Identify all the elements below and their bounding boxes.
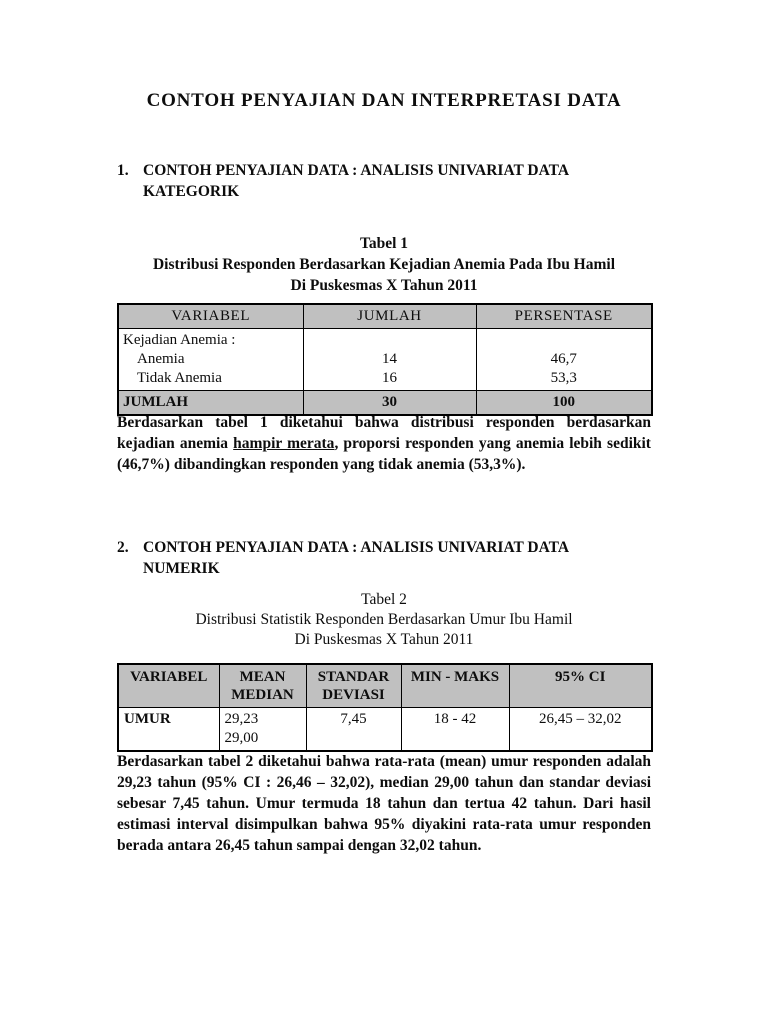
table-1-caption-line3: Di Puskesmas X Tahun 2011 <box>290 277 478 294</box>
table-1-total-persentase: 100 <box>476 391 652 416</box>
table-1-caption-title: Tabel 1 <box>359 235 409 252</box>
table-2-header-ci: 95% CI <box>509 664 652 708</box>
table-2-min-maks-value: 18 - 42 <box>401 708 509 752</box>
table-1-header-variabel: VARIABEL <box>118 304 303 329</box>
table-1-anemia-persentase: 46,7 <box>550 351 577 367</box>
table-1-tidak-anemia-jumlah: 16 <box>382 370 397 386</box>
table-1-body-row <box>118 329 652 391</box>
table-1-total-label: JUMLAH <box>118 391 303 416</box>
table-1-interpretation <box>117 412 651 475</box>
table-1 <box>117 303 653 416</box>
section-1-heading-text: CONTOH PENYAJIAN DATA : ANALISIS UNIVARIAT DATA KATEGORIK <box>143 162 569 200</box>
table-2-body-row <box>118 708 652 752</box>
table-1-caption <box>0 233 768 296</box>
table-2-caption <box>0 590 768 650</box>
section-2-heading <box>117 537 657 579</box>
table-2-standar-deviasi-value: 7,45 <box>306 708 401 752</box>
table-2-caption-line3: Di Puskesmas X Tahun 2011 <box>294 631 474 648</box>
document-title: CONTOH PENYAJIAN DAN INTERPRETASI DATA <box>146 90 622 111</box>
table-2-header-mean: MEAN <box>239 669 286 685</box>
table-1-total-jumlah: 30 <box>303 391 476 416</box>
section-1-heading <box>117 160 657 202</box>
table-2-interpretation: Berdasarkan tabel 2 diketahui bahwa rata-rata (mean) umur responden adalah 29,23 tahun (95% CI : 26,46 – 32,02), median 29,00 tahun dan standar deviasi sebesar 7,45 tahun. Umur termuda 18 tahun dan tertua 42 tahun. Dari hasil estimasi interval disimpulkan bahwa 95% diyakini rata-rata umur responden berada antara 26,45 tahun sampai dengan 32,02 tahun. <box>117 753 651 854</box>
table-2-mean-median-cell <box>219 708 306 752</box>
table-2-mean-value: 29,23 <box>224 711 259 727</box>
table-1-header-persentase: PERSENTASE <box>476 304 652 329</box>
table-2-header-min-maks: MIN - MAKS <box>401 664 509 708</box>
table-1-anemia-jumlah: 14 <box>382 351 397 367</box>
table-2-caption-title: Tabel 2 <box>361 591 407 608</box>
section-2-heading-text: CONTOH PENYAJIAN DATA : ANALISIS UNIVARIAT DATA NUMERIK <box>143 539 569 577</box>
table-2 <box>117 663 653 752</box>
table-1-group-label: Kejadian Anemia : <box>123 332 236 348</box>
section-1-number: 1. <box>117 162 129 179</box>
table-1-jumlah-cell <box>303 329 476 391</box>
section-2-number: 2. <box>117 539 129 556</box>
table-2-header-row <box>118 664 652 708</box>
table-1-header-jumlah: JUMLAH <box>303 304 476 329</box>
table-1-tidak-anemia-persentase: 53,3 <box>550 370 577 386</box>
table-2-header-standar: STANDAR <box>317 669 390 685</box>
table-1-row-tidak-anemia-label: Tidak Anemia <box>137 370 222 386</box>
table-1-header-row <box>118 304 652 329</box>
interpretation-1-text-end: , proporsi responden yang anemia lebih sedikit (46,7%) dibandingkan responden yang tidak anemia (53,3%). <box>117 435 651 473</box>
table-2-umur-label: UMUR <box>118 708 219 752</box>
table-2-header-median: MEDIAN <box>231 687 294 703</box>
table-2-header-deviasi: DEVIASI <box>322 687 385 703</box>
table-1-persentase-cell <box>476 329 652 391</box>
table-2-header-standar-deviasi <box>306 664 401 708</box>
table-1-caption-line2: Distribusi Responden Berdasarkan Kejadian Anemia Pada Ibu Hamil <box>152 256 616 273</box>
table-1-row-anemia-label: Anemia <box>137 351 185 367</box>
table-2-ci-value: 26,45 – 32,02 <box>509 708 652 752</box>
interpretation-1-text-start: Berdasarkan tabel 1 diketahui bahwa distribusi responden berdasarkan kejadian anemia <box>117 414 651 452</box>
table-2-header-variabel: VARIABEL <box>118 664 219 708</box>
interpretation-1-underlined-phrase: hampir merata <box>233 435 335 452</box>
table-2-median-value: 29,00 <box>224 730 259 746</box>
table-1-variabel-cell <box>118 329 303 391</box>
table-2-caption-line2: Distribusi Statistik Responden Berdasarkan Umur Ibu Hamil <box>195 611 573 628</box>
table-2-header-mean-median <box>219 664 306 708</box>
